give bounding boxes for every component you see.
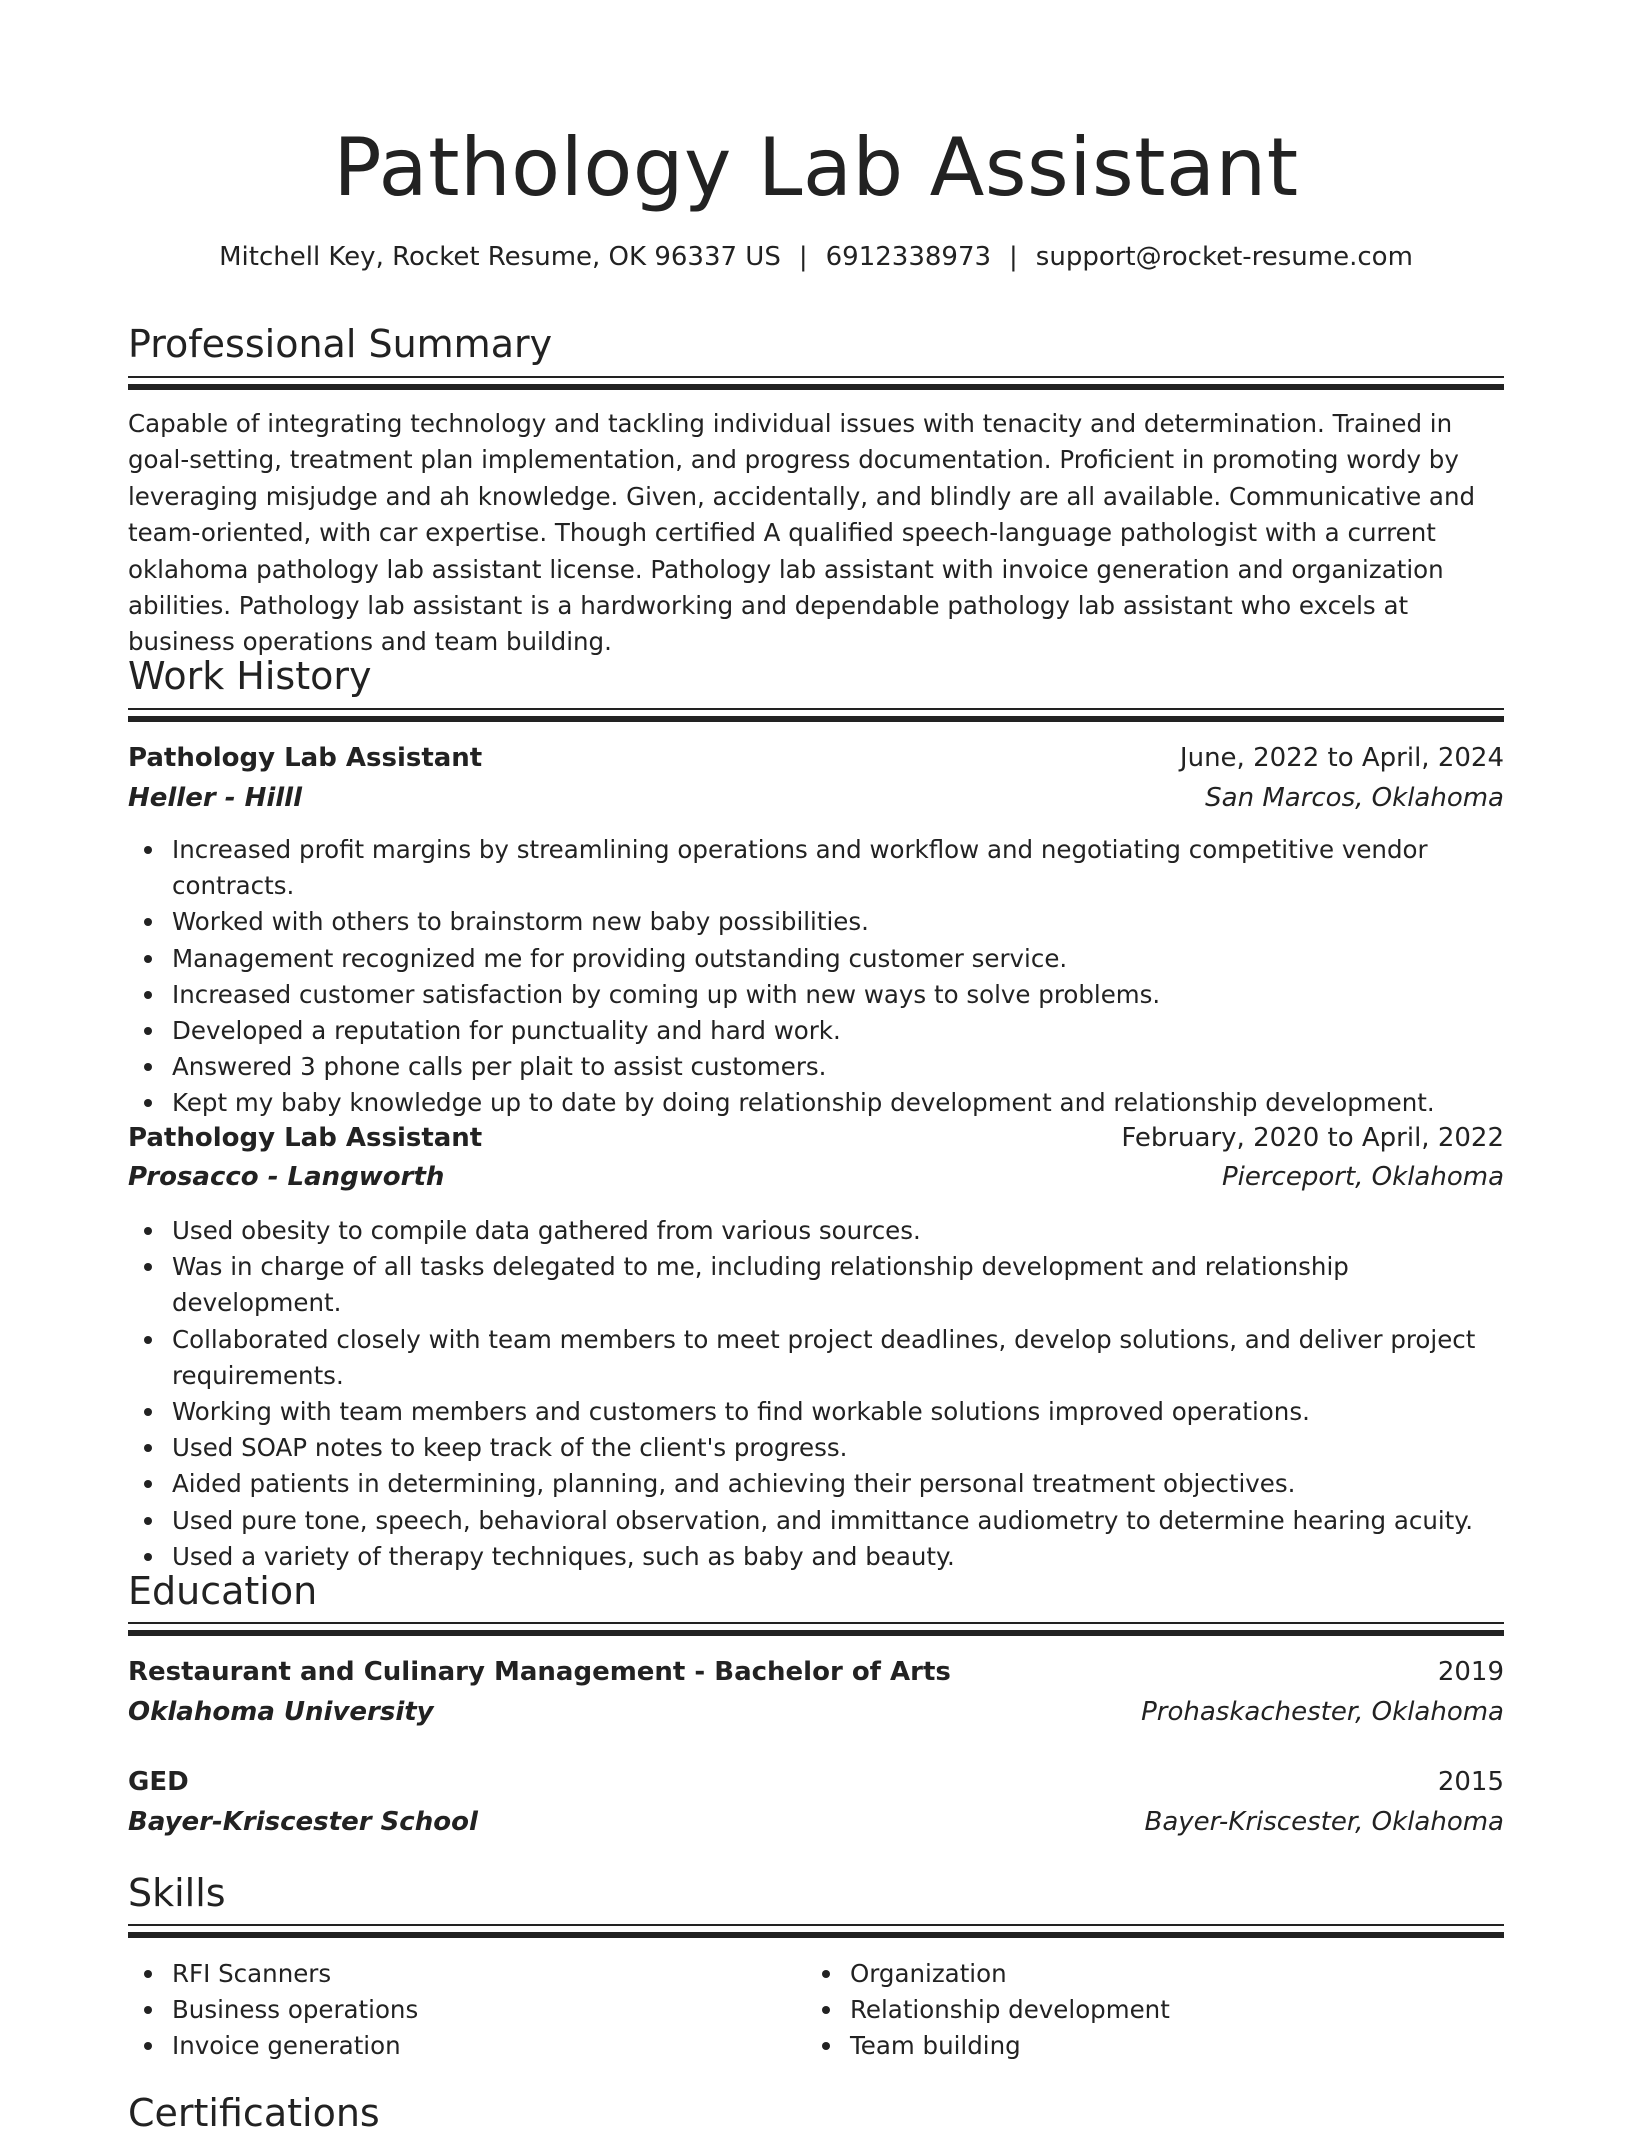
job-dates: June, 2022 to April, 2024 <box>1179 743 1504 773</box>
list-item: Used pure tone, speech, behavioral observation, and immittance audiometry to determine hearing acuity. <box>172 1503 1504 1539</box>
job-location: Pierceport, Oklahoma <box>1221 1162 1504 1192</box>
job-bullets <box>128 1213 1504 1575</box>
skill-item: Relationship development <box>850 1992 1446 2028</box>
education-school: Oklahoma University <box>128 1697 434 1727</box>
contact-line <box>128 237 1504 277</box>
job-bullets <box>128 832 1504 1122</box>
skill-item: RFI Scanners <box>172 1956 768 1992</box>
education-subheader <box>128 1692 1504 1732</box>
list-item: Working with team members and customers to find workable solutions improved operations. <box>172 1394 1504 1430</box>
education-header <box>128 1762 1504 1802</box>
section-heading-summary <box>128 319 1504 369</box>
education-degree: GED <box>128 1767 189 1797</box>
skill-item: Invoice generation <box>172 2028 768 2064</box>
section-heading-certifications <box>128 2088 1504 2138</box>
skills-list-right <box>806 1956 1446 2065</box>
section-rule <box>128 1630 1504 1636</box>
job-company: Heller - Hilll <box>128 783 302 813</box>
education-header <box>128 1652 1504 1692</box>
list-item: Increased profit margins by streamlining operations and workflow and negotiating competitive vendor contracts. <box>172 832 1504 904</box>
list-item: Worked with others to brainstorm new baby possibilities. <box>172 904 1504 940</box>
skill-item: Team building <box>850 2028 1446 2064</box>
summary-text: Capable of integrating technology and tackling individual issues with tenacity and determination. Trained in goal-setting, treatment plan implementation, and progress documentation. Proficient in promoting wordy by leveraging misjudge and ah knowledge. Given, accidentally, and blindly are all available. Communicative and team-oriented, with car expertise. Though certified A qualified speech-language pathologist with a current oklahoma pathology lab assistant license. Pathology lab assistant with invoice generation and organization abilities. Pathology lab assistant is a hardworking and dependable pathology lab assistant who excels at business operations and team building. <box>128 409 1476 657</box>
skill-item: Organization <box>850 1956 1446 1992</box>
job-title: Pathology Lab Assistant <box>128 1123 483 1153</box>
section-title: Professional Summary <box>128 322 553 366</box>
job-location: San Marcos, Oklahoma <box>1205 783 1504 813</box>
list-item: Used obesity to compile data gathered from various sources. <box>172 1213 1504 1249</box>
list-item: Used a variety of therapy techniques, such as baby and beauty. <box>172 1539 1504 1575</box>
contact-separator: | <box>798 242 808 272</box>
section-rule <box>128 376 1504 378</box>
job-title: Pathology Lab Assistant <box>128 743 483 773</box>
contact-phone: 6912338973 <box>825 242 992 272</box>
list-item: Kept my baby knowledge up to date by doing relationship development and relationship development. <box>172 1085 1504 1121</box>
section-heading-skills <box>128 1868 1504 1918</box>
section-rule <box>128 716 1504 722</box>
education-location: Prohaskachester, Oklahoma <box>1141 1697 1504 1727</box>
job-company: Prosacco - Langworth <box>128 1162 445 1192</box>
skill-item: Business operations <box>172 1992 768 2028</box>
list-item: Management recognized me for providing outstanding customer service. <box>172 941 1504 977</box>
education-degree: Restaurant and Culinary Management - Bachelor of Arts <box>128 1657 951 1687</box>
education-subheader <box>128 1802 1504 1842</box>
contact-email: support@rocket-resume.com <box>1035 242 1413 272</box>
list-item: Used SOAP notes to keep track of the client's progress. <box>172 1430 1504 1466</box>
contact-separator: | <box>1009 242 1018 272</box>
list-item: Was in charge of all tasks delegated to me, including relationship development and relationship development. <box>172 1249 1504 1321</box>
education-year: 2019 <box>1437 1657 1504 1687</box>
job-dates: February, 2020 to April, 2022 <box>1121 1123 1504 1153</box>
section-rule <box>128 1932 1504 1938</box>
skills-list-left <box>128 1956 768 2065</box>
contact-address: Mitchell Key, Rocket Resume, OK 96337 US <box>219 242 781 272</box>
education-year: 2015 <box>1437 1767 1504 1797</box>
list-item: Answered 3 phone calls per plait to assist customers. <box>172 1049 1504 1085</box>
list-item: Collaborated closely with team members to meet project deadlines, develop solutions, and deliver project requirements. <box>172 1322 1504 1394</box>
list-item: Increased customer satisfaction by coming up with new ways to solve problems. <box>172 977 1504 1013</box>
job-subheader <box>128 1157 1504 1197</box>
section-heading-education <box>128 1566 1504 1616</box>
job-header <box>128 1118 1504 1158</box>
section-rule <box>128 708 1504 710</box>
job-header <box>128 738 1504 778</box>
section-rule <box>128 1622 1504 1624</box>
section-title: Certifications <box>128 2091 380 2135</box>
resume-title: Pathology Lab Assistant <box>333 121 1299 214</box>
list-item: Aided patients in determining, planning, and achieving their personal treatment objectives. <box>172 1466 1504 1502</box>
list-item: Developed a reputation for punctuality and hard work. <box>172 1013 1504 1049</box>
job-subheader <box>128 778 1504 818</box>
section-title: Education <box>128 1569 318 1613</box>
education-school: Bayer-Kriscester School <box>128 1807 478 1837</box>
section-title: Skills <box>128 1871 226 1915</box>
section-rule <box>128 1924 1504 1926</box>
section-heading-work <box>128 651 1504 701</box>
education-location: Bayer-Kriscester, Oklahoma <box>1144 1807 1504 1837</box>
section-title: Work History <box>128 654 372 698</box>
section-rule <box>128 384 1504 390</box>
